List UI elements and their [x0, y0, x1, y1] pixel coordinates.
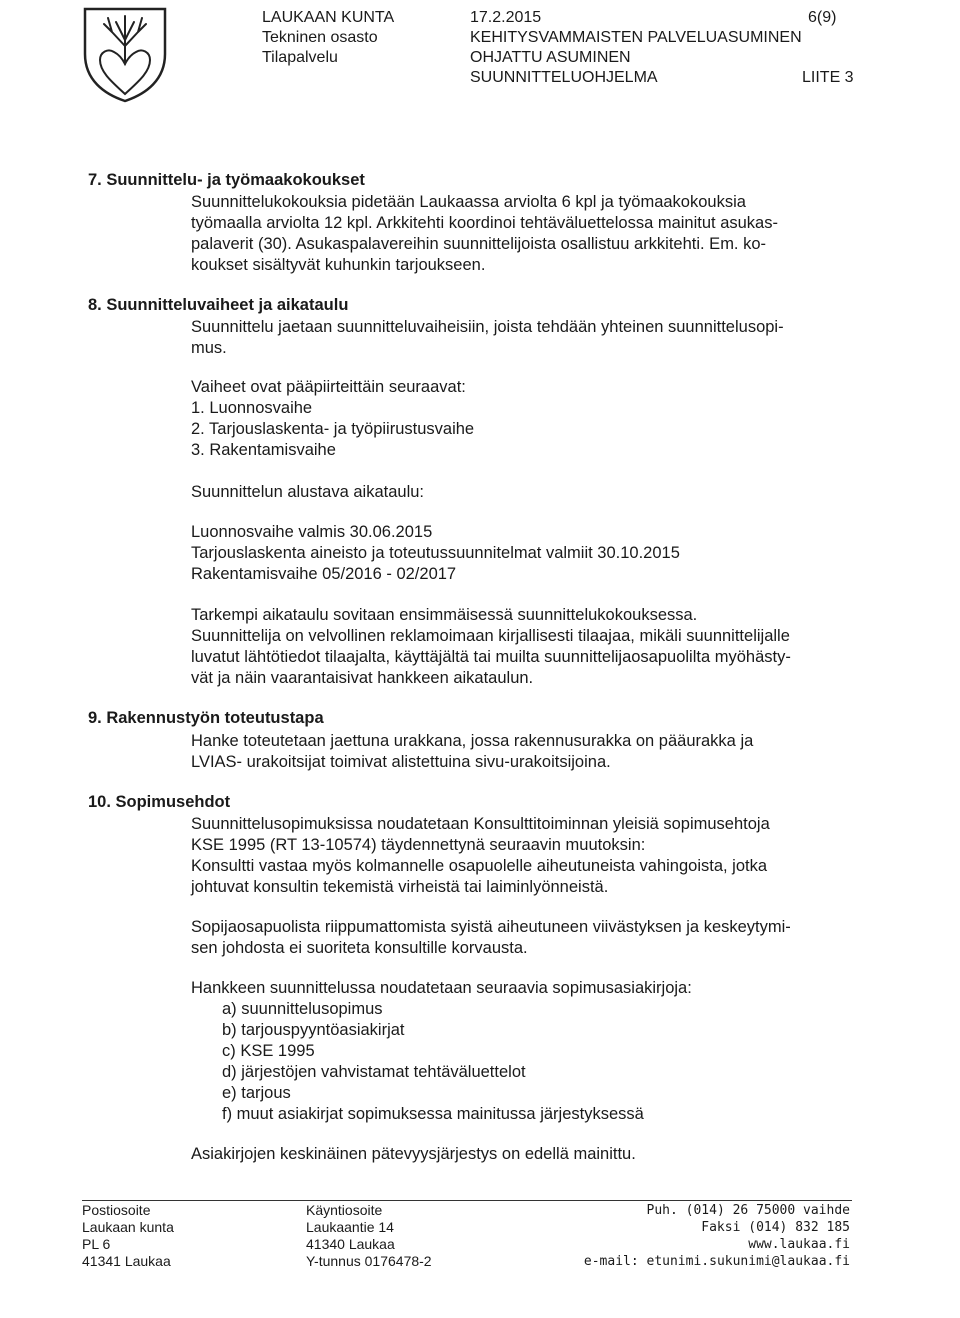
section-10-p1-line: Suunnittelusopimuksissa noudatetaan Konsulttitoiminnan yleisiä sopimusehtoja: [191, 815, 770, 833]
footer-contact: [584, 1202, 850, 1270]
header-project2: OHJATTU ASUMINEN: [470, 49, 631, 66]
section-8-phases: [191, 377, 474, 461]
footer-website-link[interactable]: www.laukaa.fi: [748, 1237, 850, 1252]
section-8-closing-line: Tarkempi aikataulu sovitaan ensimmäisessä suunnittelukokouksessa.: [191, 606, 698, 624]
header-page-number: 6(9): [808, 9, 837, 26]
footer-divider: [82, 1200, 852, 1201]
footer-postal-label: Postiosoite: [82, 1202, 151, 1218]
section-10-paragraph-2: [191, 917, 791, 959]
section-10-p2-line: sen johdosta ei suoriteta konsultille korvausta.: [191, 939, 528, 957]
phase-item: 2. Tarjouslaskenta- ja työpiirustusvaihe: [191, 420, 475, 438]
contract-document-item: d) järjestöjen vahvistamat tehtäväluettelot: [222, 1063, 526, 1081]
footer-visiting-label: Käyntiosoite: [306, 1202, 383, 1218]
header-org: LAUKAAN KUNTA: [262, 9, 395, 26]
section-8-closing-line: luvatut lähtötiedot tilaajalta, käyttäjältä tai muilta suunnittelijaosapuolilta myöhästy-: [191, 648, 791, 666]
section-10-p1-line: johtuvat konsultin tekemistä virheistä tai laiminlyönneistä.: [191, 878, 609, 896]
section-9-heading: 9. Rakennustyön toteutustapa: [88, 709, 324, 727]
section-10-p1-line: Konsultti vastaa myös kolmannelle osapuolelle aiheutuneista vahingoista, jotka: [191, 857, 768, 875]
header-date: 17.2.2015: [470, 9, 542, 26]
schedule-intro: Suunnittelun alustava aikataulu:: [191, 483, 424, 501]
section-10-heading: 10. Sopimusehdot: [88, 793, 231, 811]
schedule-item: Rakentamisvaihe 05/2016 - 02/2017: [191, 565, 457, 583]
section-10-docs-intro: Hankkeen suunnittelussa noudatetaan seuraavia sopimusasiakirjoja:: [191, 979, 692, 997]
section-10-docs-list: [222, 999, 644, 1125]
header-project: KEHITYSVAMMAISTEN PALVELUASUMINEN: [470, 29, 802, 46]
section-8-closing: [191, 605, 791, 689]
footer-postal-address: [82, 1202, 174, 1270]
section-8-heading: 8. Suunnitteluvaiheet ja aikataulu: [88, 296, 349, 314]
section-8-intro-line: mus.: [191, 339, 227, 357]
footer-postal-line: 41341 Laukaa: [82, 1253, 171, 1269]
footer-postal-line: Laukaan kunta: [82, 1219, 174, 1235]
section-9-line: Hanke toteutetaan jaettuna urakkana, jossa rakennusurakka on pääurakka ja: [191, 732, 754, 750]
section-8-closing-line: vät ja näin vaarantaisivat hankkeen aikataulun.: [191, 669, 534, 687]
header-middle: [470, 8, 802, 88]
header-dept: Tekninen osasto: [262, 29, 378, 46]
header-appendix: LIITE 3: [802, 69, 854, 86]
footer-visiting-line: Y-tunnus 0176478-2: [306, 1253, 432, 1269]
section-8-schedule: [191, 522, 680, 585]
schedule-item: Tarjouslaskenta aineisto ja toteutussuunnitelmat valmiit 30.10.2015: [191, 544, 680, 562]
section-7-line: koukset sisältyvät kuhunkin tarjoukseen.: [191, 256, 486, 274]
footer-email-link[interactable]: e-mail: etunimi.sukunimi@laukaa.fi: [583, 1254, 850, 1269]
contract-document-item: e) tarjous: [222, 1084, 291, 1102]
section-8-intro: [191, 317, 784, 359]
header-unit: Tilapalvelu: [262, 49, 338, 66]
section-9-line: LVIAS- urakoitsijat toimivat alistettuina sivu-urakoitsijoina.: [191, 753, 611, 771]
footer-phone: Puh. (014) 26 75000 vaihde: [646, 1203, 850, 1218]
section-7-line: työmaalla arviolta 12 kpl. Arkkitehti koordinoi tehtäväluettelossa mainitut asukas-: [191, 214, 778, 232]
header-left: [262, 8, 394, 68]
contract-document-item: b) tarjouspyyntöasiakirjat: [222, 1021, 405, 1039]
contract-document-item: c) KSE 1995: [222, 1042, 315, 1060]
header-doc: SUUNNITTELUOHJELMA: [470, 69, 658, 86]
section-10-p1-line: KSE 1995 (RT 13-10574) täydennettynä seuraavin muutoksin:: [191, 836, 646, 854]
phase-item: 3. Rakentamisvaihe: [191, 441, 336, 459]
contract-document-item: a) suunnittelusopimus: [222, 1000, 383, 1018]
section-10-p2-line: Sopijaosapuolista riippumattomista syistä aiheutuneen viivästyksen ja keskeytymi-: [191, 918, 791, 936]
section-10-closing: Asiakirjojen keskinäinen pätevyysjärjestys on edellä mainittu.: [191, 1145, 636, 1163]
footer-postal-line: PL 6: [82, 1236, 111, 1252]
section-7-body: [191, 192, 778, 276]
footer-visiting-address: [306, 1202, 432, 1270]
section-7-line: palaverit (30). Asukaspalavereihin suunnittelijoista osallistuu arkkitehti. Em. ko-: [191, 235, 767, 253]
section-7-heading: 7. Suunnittelu- ja työmaakokoukset: [88, 171, 365, 189]
section-10-paragraph-1: [191, 814, 770, 898]
phase-item: 1. Luonnosvaihe: [191, 399, 313, 417]
schedule-item: Luonnosvaihe valmis 30.06.2015: [191, 523, 433, 541]
section-8-intro-line: Suunnittelu jaetaan suunnitteluvaiheisiin, joista tehdään yhteinen suunnittelusopi-: [191, 318, 784, 336]
section-9-body: [191, 731, 753, 773]
municipality-coat-of-arms-logo: [82, 6, 168, 104]
phases-intro: Vaiheet ovat pääpiirteittäin seuraavat:: [191, 378, 466, 396]
section-7-line: Suunnittelukokouksia pidetään Laukaassa arviolta 6 kpl ja työmaakokouksia: [191, 193, 746, 211]
footer-visiting-line: Laukaantie 14: [306, 1219, 394, 1235]
contract-document-item: f) muut asiakirjat sopimuksessa mainitussa järjestyksessä: [222, 1105, 644, 1123]
footer-visiting-line: 41340 Laukaa: [306, 1236, 395, 1252]
footer-fax: Faksi (014) 832 185: [701, 1220, 850, 1235]
section-8-closing-line: Suunnittelija on velvollinen reklamoimaan kirjallisesti tilaajaa, mikäli suunnittelijalle: [191, 627, 790, 645]
